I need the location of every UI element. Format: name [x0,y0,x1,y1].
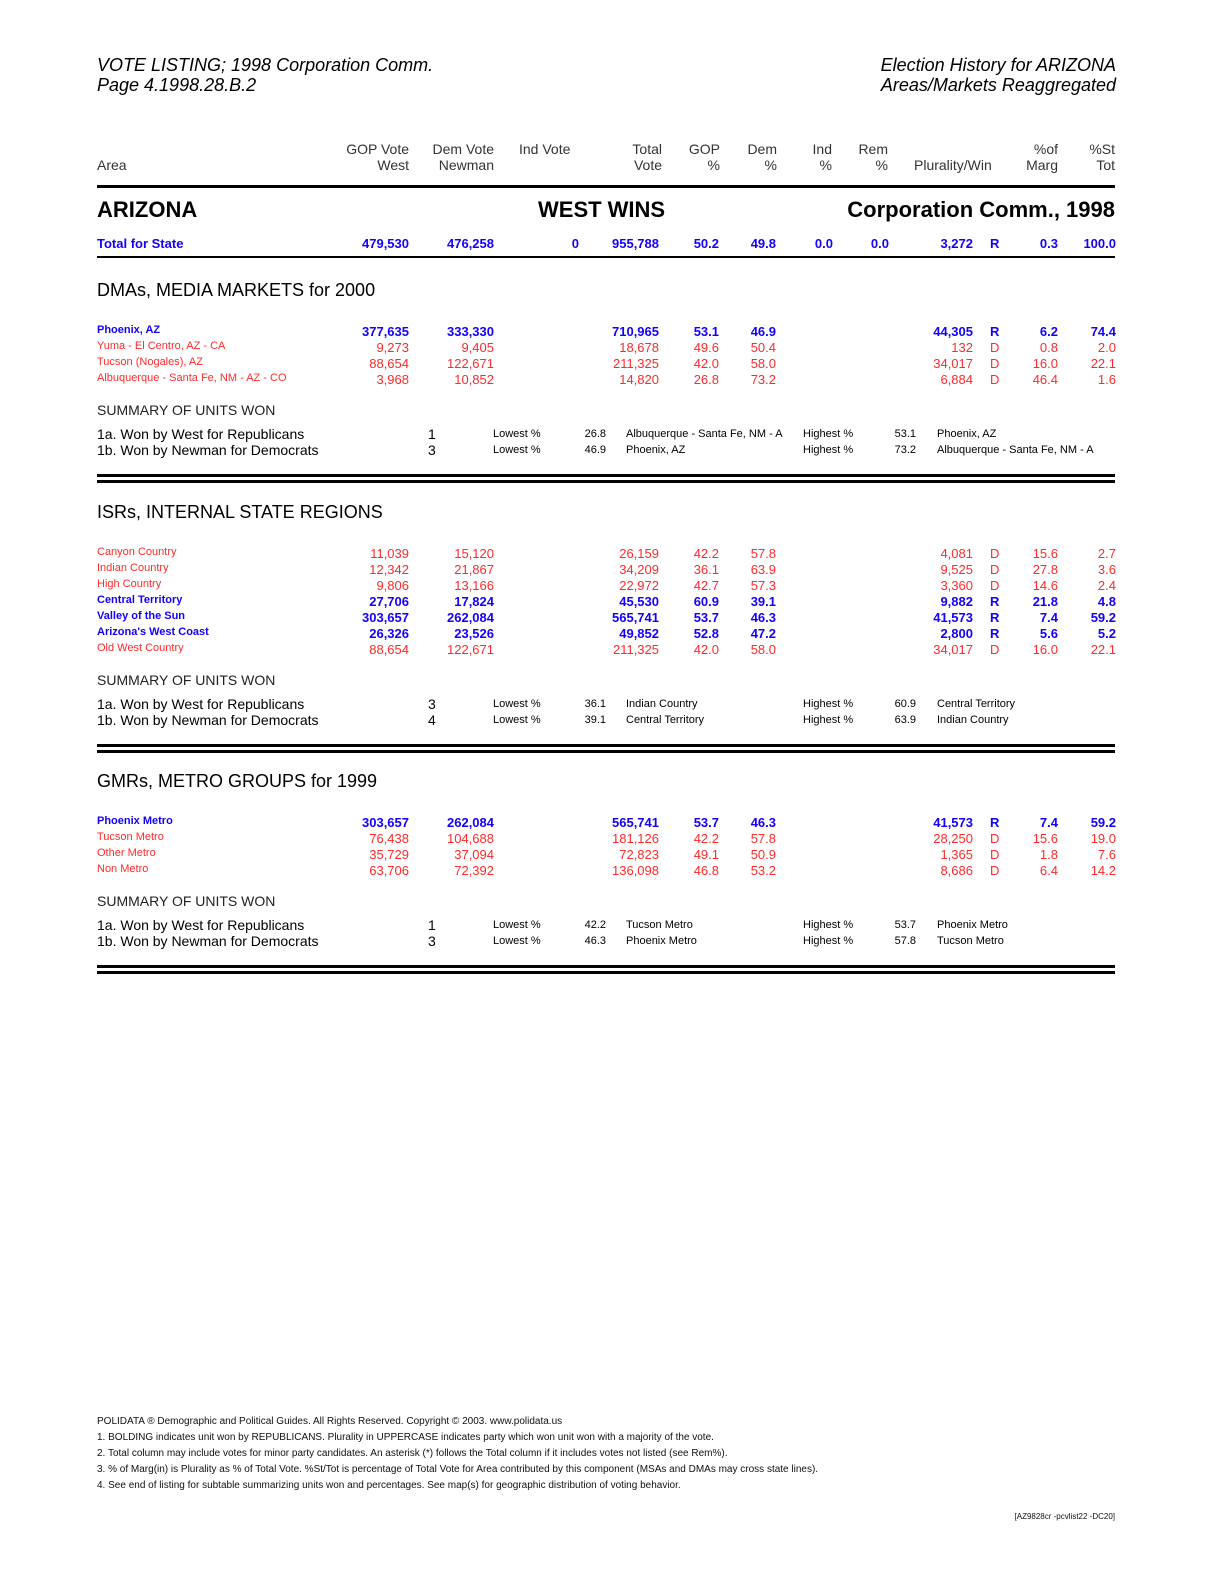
summary-high-area: Phoenix, AZ [937,428,997,440]
row-gop-pct: 42.2 [693,831,719,846]
row-area-name: Phoenix, AZ [97,324,161,336]
row-area-name: Central Territory [97,594,183,606]
row-total: 49,852 [619,626,659,641]
row-win: R [990,594,1000,609]
row-gop-pct: 49.6 [693,340,719,355]
summary-high-area: Central Territory [937,698,1016,710]
row-area-name: Canyon Country [97,546,177,558]
row-plurality: 44,305 [933,324,973,339]
summary-line [0,696,1224,712]
row-gop: 88,654 [369,356,409,371]
summary-high-label: Highest % [803,714,854,726]
row-plurality: 8,686 [940,863,973,878]
row-total: 565,741 [612,610,659,625]
table-row [0,340,1224,356]
row-gop: 76,438 [369,831,409,846]
row-dem-pct: 39.1 [750,594,776,609]
summary-high-label: Highest % [803,428,854,440]
row-marg: 7.4 [1039,610,1058,625]
row-area-name: Arizona's West Coast [97,626,209,638]
report-title-line1: VOTE LISTING; 1998 Corporation Comm. [97,55,434,75]
total-win: R [990,236,1000,251]
table-row [0,831,1224,847]
section-rule-top [97,474,1115,477]
row-dem: 9,405 [461,340,494,355]
row-gop-pct: 53.7 [693,815,719,830]
total-votes: 955,788 [612,236,659,251]
row-area-name: Phoenix Metro [97,815,173,827]
row-plurality: 4,081 [940,546,973,561]
col-gop-vote: GOP Vote West [346,141,409,173]
summary-low-area: Phoenix, AZ [626,444,686,456]
row-st: 14.2 [1090,863,1116,878]
summary-high-label: Highest % [803,919,854,931]
summary-high-value: 60.9 [894,698,916,710]
row-st: 7.6 [1097,847,1116,862]
row-st: 2.7 [1097,546,1116,561]
summary-high-label: Highest % [803,444,854,456]
row-total: 136,098 [612,863,659,878]
row-marg: 0.8 [1039,340,1058,355]
row-win: D [990,340,1000,355]
summary-high-value: 53.1 [894,428,916,440]
row-dem-pct: 46.3 [750,610,776,625]
row-dem-pct: 46.9 [750,324,776,339]
row-win: D [990,642,1000,657]
total-margin: 0.3 [1039,236,1058,251]
row-total: 565,741 [612,815,659,830]
row-plurality: 9,525 [940,562,973,577]
summary-low-value: 39.1 [584,714,606,726]
row-st: 19.0 [1090,831,1116,846]
row-area-name: Indian Country [97,562,169,574]
row-marg: 27.8 [1032,562,1058,577]
summary-low-label: Lowest % [493,919,541,931]
footer-code: [AZ9828cr -pcvlist22 -DC20] [1014,1512,1115,1521]
row-marg: 6.4 [1039,863,1058,878]
race-title: Corporation Comm., 1998 [847,197,1115,222]
summary-count: 1 [428,426,436,442]
summary-low-area: Tucson Metro [626,919,693,931]
row-marg: 16.0 [1032,356,1058,371]
row-gop: 303,657 [362,815,409,830]
row-gop: 377,635 [362,324,409,339]
row-dem-pct: 53.2 [750,863,776,878]
summary-low-label: Lowest % [493,444,541,456]
column-headers [0,141,1224,175]
row-dem-pct: 47.2 [750,626,776,641]
row-gop: 63,706 [369,863,409,878]
summary-high-area: Tucson Metro [937,935,1004,947]
row-gop-pct: 52.8 [693,626,719,641]
row-st: 2.4 [1097,578,1116,593]
row-total: 710,965 [612,324,659,339]
section-rule-bottom [97,971,1115,974]
report-page-id: Page 4.1998.28.B.2 [97,75,257,95]
summary-high-area: Albuquerque - Santa Fe, NM - A [937,444,1094,456]
col-plurality: Plurality/Win [914,157,992,173]
report-subtitle-line1: Election History for ARIZONA [880,55,1116,75]
col-total-vote: Total Vote [632,141,662,173]
summary-low-value: 46.3 [584,935,606,947]
row-st: 59.2 [1090,610,1116,625]
total-ind-pct: 0.0 [814,236,833,251]
summary-low-value: 42.2 [584,919,606,931]
summary-count: 3 [428,933,436,949]
table-row [0,847,1224,863]
row-win: D [990,356,1000,371]
summary-title: SUMMARY OF UNITS WON [97,402,276,418]
row-area-name: Tucson Metro [97,831,164,843]
total-dem: 476,258 [447,236,494,251]
col-ind-vote: Ind Vote [519,141,571,157]
summary-line [0,712,1224,728]
row-dem-pct: 58.0 [750,642,776,657]
footer-note-3: 3. % of Marg(in) is Plurality as % of Total Vote. %St/Tot is percentage of Total Vote for Area contributed by this component (MSAs and DMAs may cross state lines). [97,1464,819,1475]
row-gop: 9,273 [376,340,409,355]
row-gop: 35,729 [369,847,409,862]
total-plurality: 3,272 [940,236,973,251]
row-dem-pct: 46.3 [750,815,776,830]
table-row [0,324,1224,340]
row-marg: 16.0 [1032,642,1058,657]
summary-low-area: Indian Country [626,698,698,710]
summary-high-area: Phoenix Metro [937,919,1008,931]
row-gop-pct: 49.1 [693,847,719,862]
row-dem: 122,671 [447,642,494,657]
row-total: 34,209 [619,562,659,577]
row-dem: 262,084 [447,815,494,830]
winner-banner: WEST WINS [538,197,666,222]
row-dem-pct: 50.4 [750,340,776,355]
section-title: DMAs, MEDIA MARKETS for 2000 [97,280,376,300]
summary-low-area: Phoenix Metro [626,935,697,947]
row-win: D [990,372,1000,387]
row-plurality: 9,882 [940,594,973,609]
row-area-name: Old West Country [97,642,184,654]
summary-high-label: Highest % [803,935,854,947]
row-dem: 10,852 [454,372,494,387]
row-st: 5.2 [1097,626,1116,641]
total-dem-pct: 49.8 [750,236,776,251]
row-area-name: High Country [97,578,162,590]
col-gop-pct: GOP % [688,141,720,173]
row-dem: 104,688 [447,831,494,846]
table-row [0,642,1224,658]
row-marg: 5.6 [1039,626,1058,641]
row-dem: 122,671 [447,356,494,371]
row-gop-pct: 42.0 [693,642,719,657]
row-win: D [990,562,1000,577]
row-st: 22.1 [1090,642,1116,657]
row-marg: 15.6 [1032,546,1058,561]
row-marg: 15.6 [1032,831,1058,846]
col-rem-pct: Rem % [858,141,888,173]
row-win: D [990,831,1000,846]
table-row [0,562,1224,578]
row-dem: 21,867 [454,562,494,577]
row-total: 211,325 [612,356,659,371]
row-dem: 23,526 [454,626,494,641]
table-row [0,372,1224,388]
summary-high-value: 57.8 [894,935,916,947]
col-dem-pct: Dem % [747,141,777,173]
table-row [0,546,1224,562]
row-dem-pct: 50.9 [750,847,776,862]
row-area-name: Albuquerque - Santa Fe, NM - AZ - CO [97,372,287,384]
row-area-name: Other Metro [97,847,156,859]
row-area-name: Tucson (Nogales), AZ [97,356,203,368]
row-gop: 27,706 [369,594,409,609]
table-row [0,594,1224,610]
row-marg: 46.4 [1032,372,1058,387]
row-dem-pct: 73.2 [750,372,776,387]
row-gop: 88,654 [369,642,409,657]
row-win: R [990,610,1000,625]
row-plurality: 28,250 [933,831,973,846]
row-dem-pct: 57.8 [750,546,776,561]
table-row [0,610,1224,626]
row-plurality: 132 [951,340,973,355]
state-total-row [0,236,1224,252]
row-win: D [990,546,1000,561]
row-gop: 26,326 [369,626,409,641]
row-dem: 333,330 [447,324,494,339]
row-plurality: 3,360 [940,578,973,593]
summary-line [0,917,1224,933]
row-dem-pct: 57.3 [750,578,776,593]
summary-low-label: Lowest % [493,698,541,710]
row-dem-pct: 58.0 [750,356,776,371]
row-st: 59.2 [1090,815,1116,830]
summary-low-label: Lowest % [493,714,541,726]
col-area: Area [97,157,127,173]
footer-note-1: 1. BOLDING indicates unit won by REPUBLICANS. Plurality in UPPERCASE indicates party which won unit won with a majority of the vote. [97,1432,714,1443]
table-row [0,815,1224,831]
summary-label: 1a. Won by West for Republicans [97,917,305,933]
summary-label: 1b. Won by Newman for Democrats [97,442,319,458]
total-state-pct: 100.0 [1083,236,1116,251]
row-st: 74.4 [1090,324,1116,339]
total-ind: 0 [571,236,579,251]
row-win: D [990,847,1000,862]
row-dem-pct: 63.9 [750,562,776,577]
col-margin: %of Marg [1026,141,1058,173]
col-state-total: %St Tot [1089,141,1115,173]
row-total: 26,159 [619,546,659,561]
total-rem-pct: 0.0 [870,236,889,251]
summary-line [0,426,1224,442]
row-st: 4.8 [1097,594,1116,609]
table-row [0,356,1224,372]
report-subtitle [881,55,1116,95]
section-rule-bottom [97,750,1115,753]
report-title [97,55,433,95]
summary-count: 1 [428,917,436,933]
row-gop-pct: 42.7 [693,578,719,593]
summary-low-value: 46.9 [584,444,606,456]
row-win: R [990,626,1000,641]
row-plurality: 34,017 [933,642,973,657]
summary-low-area: Central Territory [626,714,705,726]
row-win: R [990,324,1000,339]
state-name: ARIZONA [97,197,198,222]
row-gop: 12,342 [369,562,409,577]
row-gop-pct: 26.8 [693,372,719,387]
row-marg: 21.8 [1032,594,1058,609]
summary-low-label: Lowest % [493,428,541,440]
summary-count: 3 [428,696,436,712]
row-area-name: Valley of the Sun [97,610,186,622]
col-dem-vote: Dem Vote Newman [432,141,494,173]
summary-count: 3 [428,442,436,458]
section-rule-top [97,965,1115,968]
row-gop-pct: 42.0 [693,356,719,371]
summary-line [0,442,1224,458]
row-area-name: Yuma - El Centro, AZ - CA [97,340,226,352]
row-dem: 13,166 [454,578,494,593]
summary-line [0,933,1224,949]
summary-low-value: 26.8 [584,428,606,440]
row-gop: 9,806 [376,578,409,593]
row-win: R [990,815,1000,830]
total-rule [97,256,1115,258]
summary-label: 1b. Won by Newman for Democrats [97,712,319,728]
row-dem: 17,824 [454,594,494,609]
row-gop: 3,968 [376,372,409,387]
summary-low-value: 36.1 [584,698,606,710]
row-gop-pct: 46.8 [693,863,719,878]
row-marg: 7.4 [1039,815,1058,830]
summary-title: SUMMARY OF UNITS WON [97,672,276,688]
row-total: 72,823 [619,847,659,862]
row-plurality: 2,800 [940,626,973,641]
summary-high-value: 63.9 [894,714,916,726]
row-plurality: 6,884 [940,372,973,387]
row-total: 22,972 [619,578,659,593]
summary-high-area: Indian Country [937,714,1009,726]
summary-label: 1a. Won by West for Republicans [97,696,305,712]
summary-label: 1a. Won by West for Republicans [97,426,305,442]
row-plurality: 41,573 [933,815,973,830]
row-st: 22.1 [1090,356,1116,371]
total-gop-pct: 50.2 [693,236,719,251]
row-st: 2.0 [1097,340,1116,355]
footer-note-2: 2. Total column may include votes for minor party candidates. An asterisk (*) follows the Total column if it includes votes not listed (see Rem%). [97,1448,728,1459]
footer-copyright: POLIDATA ® Demographic and Political Guides. All Rights Reserved. Copyright © 2003. www.polidata.us [97,1416,563,1427]
section-rule-top [97,744,1115,747]
footer-note-4: 4. See end of listing for subtable summarizing units won and percentages. See map(s) for geographic distribution of voting behavior. [97,1480,681,1491]
header-rule [97,185,1115,188]
summary-label: 1b. Won by Newman for Democrats [97,933,319,949]
summary-title: SUMMARY OF UNITS WON [97,893,276,909]
summary-high-value: 73.2 [894,444,916,456]
table-row [0,578,1224,594]
row-marg: 14.6 [1032,578,1058,593]
row-total: 18,678 [619,340,659,355]
row-dem: 262,084 [447,610,494,625]
section-title: ISRs, INTERNAL STATE REGIONS [97,502,383,522]
row-marg: 6.2 [1039,324,1058,339]
row-dem: 15,120 [454,546,494,561]
total-label: Total for State [97,236,184,251]
table-row [0,863,1224,879]
col-ind-pct: Ind % [812,141,832,173]
summary-low-label: Lowest % [493,935,541,947]
summary-high-label: Highest % [803,698,854,710]
row-gop: 303,657 [362,610,409,625]
row-gop-pct: 60.9 [693,594,719,609]
table-row [0,626,1224,642]
total-gop: 479,530 [362,236,409,251]
row-marg: 1.8 [1039,847,1058,862]
row-dem: 72,392 [454,863,494,878]
row-plurality: 1,365 [940,847,973,862]
row-plurality: 34,017 [933,356,973,371]
row-dem: 37,094 [454,847,494,862]
row-total: 14,820 [619,372,659,387]
row-plurality: 41,573 [933,610,973,625]
row-gop-pct: 53.1 [693,324,719,339]
row-total: 211,325 [612,642,659,657]
summary-high-value: 53.7 [894,919,916,931]
report-subtitle-line2: Areas/Markets Reaggregated [880,75,1116,95]
section-rule-bottom [97,480,1115,483]
row-total: 181,126 [612,831,659,846]
row-gop-pct: 42.2 [693,546,719,561]
row-st: 3.6 [1097,562,1116,577]
row-win: D [990,863,1000,878]
row-dem-pct: 57.8 [750,831,776,846]
row-total: 45,530 [619,594,659,609]
row-st: 1.6 [1097,372,1116,387]
row-win: D [990,578,1000,593]
section-title: GMRs, METRO GROUPS for 1999 [97,771,378,791]
row-gop: 11,039 [370,546,409,561]
row-gop-pct: 53.7 [693,610,719,625]
row-area-name: Non Metro [97,863,149,875]
summary-low-area: Albuquerque - Santa Fe, NM - A [626,428,783,440]
row-gop-pct: 36.1 [693,562,719,577]
summary-count: 4 [428,712,436,728]
